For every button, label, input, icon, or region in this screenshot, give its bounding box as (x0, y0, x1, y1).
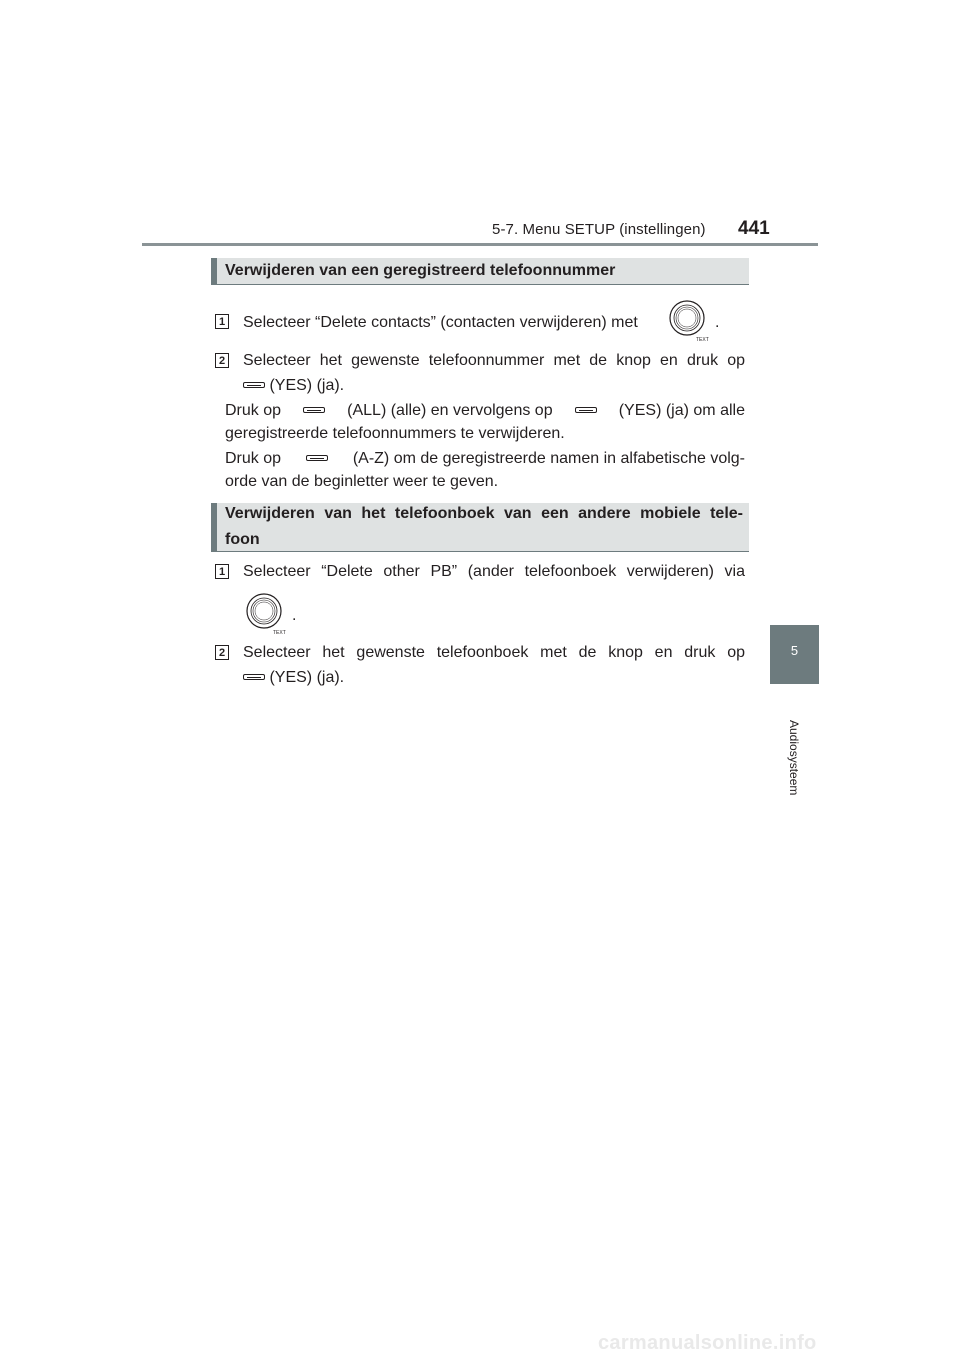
button-icon (243, 674, 265, 680)
section-title-line1: Verwijderen van het telefoonboek van een andere mobiele tele- (225, 505, 743, 522)
note-line (225, 446, 745, 471)
chapter-tab (770, 625, 819, 684)
button-icon (306, 455, 328, 461)
section-header: 5-7. Menu SETUP (instellingen) (492, 221, 706, 238)
section-heading-1 (211, 258, 749, 285)
step-text: Selecteer het gewenste telefoonboek met de knop en druk op (243, 644, 745, 661)
text-knob-icon (668, 298, 709, 343)
chapter-number: 5 (790, 643, 799, 658)
note-text: Druk op (225, 402, 282, 419)
step-number-badge: 1 (215, 564, 229, 579)
step-text: Selecteer “Delete contacts” (contacten verwijderen) met (243, 314, 638, 331)
step-text: Selecteer “Delete other PB” (ander telefoonboek verwijderen) via (243, 563, 745, 580)
step-text: Selecteer het gewenste telefoonnummer met de knop en druk op (243, 352, 745, 369)
section-title (225, 501, 743, 553)
section-title: Verwijderen van een geregistreerd telefoonnummer (225, 262, 616, 279)
section-title-line2: foon (225, 531, 260, 548)
chapter-label: Audiosysteem (787, 720, 801, 796)
note-text: (YES) (ja) om alle (618, 402, 745, 419)
button-icon (575, 407, 597, 413)
note-text: (A-Z) om de geregistreerde namen in alfabetische volg- (352, 450, 745, 467)
note-text: Druk op (225, 450, 282, 467)
header-divider (142, 243, 818, 246)
note-text: (ALL) (alle) en vervolgens op (347, 402, 553, 419)
section-heading-2 (211, 503, 749, 552)
note-text-line2: geregistreerde telefoonnummers te verwijderen. (225, 425, 565, 442)
heading-accent-bar (211, 258, 217, 284)
knob-label: TEXT (273, 630, 286, 636)
knob-label: TEXT (696, 337, 709, 343)
heading-accent-bar (211, 503, 217, 551)
footer-watermark: carmanualsonline.info (598, 1332, 817, 1354)
note-text-line2: orde van de beginletter weer te geven. (225, 473, 499, 490)
text-knob-icon (245, 591, 286, 636)
step-text-period: . (715, 314, 720, 331)
step-text-period: . (292, 607, 297, 624)
note-line (225, 398, 745, 423)
step-number-badge: 1 (215, 314, 229, 329)
step-text: (YES) (ja). (269, 669, 345, 686)
step-number-badge: 2 (215, 645, 229, 660)
step-text: (YES) (ja). (269, 377, 345, 394)
step-number-badge: 2 (215, 353, 229, 368)
button-icon (303, 407, 325, 413)
page-number: 441 (738, 218, 770, 239)
step-text-line2 (243, 373, 344, 398)
button-icon (243, 382, 265, 388)
step-text-line2 (243, 665, 344, 690)
